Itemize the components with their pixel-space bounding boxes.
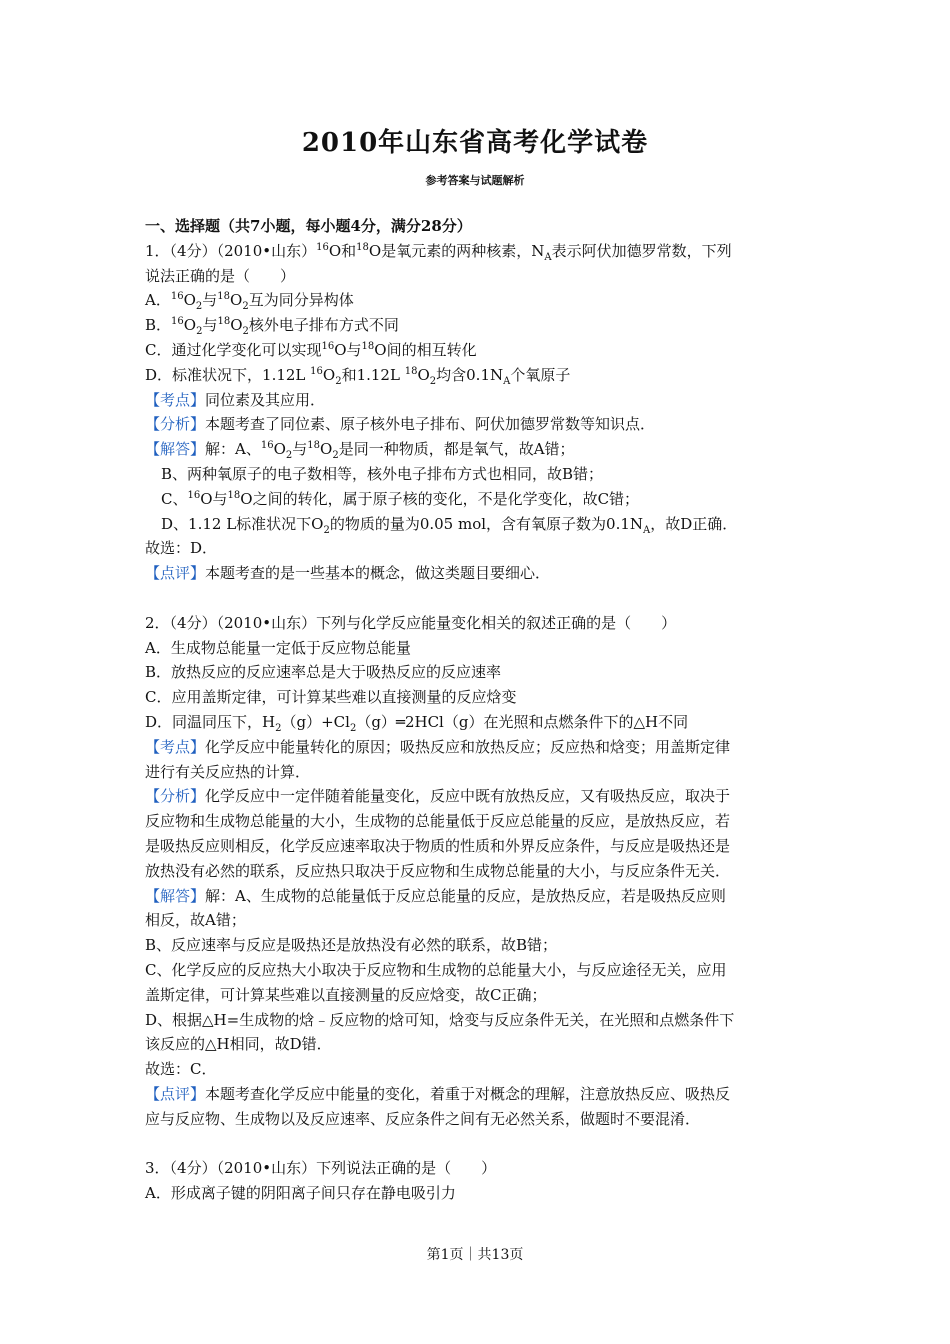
q2-dianping: 【点评】本题考查化学反应中能量的变化，着重于对概念的理解，注意放热反应、吸热反 xyxy=(145,1084,731,1103)
q1-kaodian: 【考点】同位素及其应用． xyxy=(145,390,326,409)
q2-jieda-7: 该反应的△H相同，故D错． xyxy=(145,1035,332,1054)
q2-dianping-2: 应与反应物、生成物以及反应速率、反应条件之间有无必然关系，做题时不要混淆． xyxy=(145,1109,701,1128)
q2-answer: 故选：C． xyxy=(145,1060,217,1079)
q1-option-a: A．$^{16}O_2$与$^{18}O_2$互为同分异构体 xyxy=(145,291,354,313)
q1-jieda-d: D、1.12 L标准状况下$O_2$的物质的量为0.05 mol，含有氧原子数为$0.1N_A$，故D正确． xyxy=(161,514,738,536)
q1-stem-line2: 说法正确的是（ ） xyxy=(145,266,296,285)
q2-option-c: C．应用盖斯定律，可计算某些难以直接测量的反应焓变 xyxy=(145,688,517,707)
q2-jieda-3: B、反应速率与反应是吸热还是放热没有必然的联系，故B错； xyxy=(145,936,558,955)
q2-jieda: 【解答】解：A、生成物的总能量低于反应总能量的反应，是放热反应，若是吸热反应则 xyxy=(145,886,726,905)
q1-option-c: C．通过化学变化可以实现$^{16}$O与$^{18}$O间的相互转化 xyxy=(145,340,477,359)
q3-stem: 3．（4分）（2010•山东）下列说法正确的是（ ） xyxy=(145,1159,497,1178)
spacer xyxy=(145,1131,805,1156)
page-footer: 第1页｜共13页 xyxy=(426,1247,524,1263)
q2-fenxi-2: 反应物和生成物总能量的大小，生成物的总能量低于反应总能量的反应，是放热反应，若 xyxy=(145,812,731,831)
q2-jieda-6: D、根据△H=生成物的焓﹣反应物的焓可知，焓变与反应条件无关，在光照和点燃条件下 xyxy=(145,1010,735,1029)
q2-kaodian-2: 进行有关反应热的计算． xyxy=(145,762,311,781)
q1-jieda-b: B、两种氧原子的电子数相等，核外电子排布方式也相同，故B错； xyxy=(161,464,604,483)
spacer xyxy=(145,586,805,611)
q2-fenxi-4: 放热没有必然的联系，反应热只取决于反应物和生成物总能量的大小，与反应条件无关． xyxy=(145,861,731,880)
q1-stem: 1．（4分）（2010•山东）$^{16}$O和$^{18}$O是氧元素的两种核素，$N_A$表示阿伏加德罗常数，下列 xyxy=(145,241,732,263)
page-subtitle: 参考答案与试题解析 xyxy=(425,174,525,187)
section-heading: 一、选择题（共7小题，每小题4分，满分28分） xyxy=(145,217,472,235)
q2-fenxi-3: 是吸热反应则相反，化学反应速率取决于物质的性质和外界反应条件，与反应是吸热还是 xyxy=(145,836,731,855)
q2-option-b: B．放热反应的反应速率总是大于吸热反应的反应速率 xyxy=(145,663,502,682)
q1-option-b: B．$^{16}O_2$与$^{18}O_2$核外电子排布方式不同 xyxy=(145,316,399,338)
q1-fenxi: 【分析】本题考查了同位素、原子核外电子排布、阿伏加德罗常数等知识点． xyxy=(145,415,656,434)
q2-jieda-5: 盖斯定律，可计算某些难以直接测量的反应焓变，故C正确； xyxy=(145,985,547,1004)
q1-dianping: 【点评】本题考查的是一些基本的概念，做这类题目要细心． xyxy=(145,564,551,583)
q3-option-a: A．形成离子键的阴阳离子间只存在静电吸引力 xyxy=(145,1184,456,1203)
q2-option-d: D．同温同压下，$H_2(g)+Cl_2(g)═2HCl(g)$在光照和点燃条件下的△H不同 xyxy=(145,712,689,734)
q1-jieda: 【解答】解：A、$^{16}O_2$与$^{18}O_2$是同一种物质，都是氧气，故A错； xyxy=(145,440,575,462)
q2-jieda-2: 相反，故A错； xyxy=(145,911,246,930)
q2-jieda-4: C、化学反应的反应热大小取决于反应物和生成物的总能量大小，与反应途径无关，应用 xyxy=(145,960,727,979)
page-title: 2010年山东省高考化学试卷 xyxy=(301,128,649,158)
q2-stem: 2．（4分）（2010•山东）下列与化学反应能量变化相关的叙述正确的是（ ） xyxy=(145,613,677,632)
q1-answer: 故选：D． xyxy=(145,539,218,558)
q2-option-a: A．生成物总能量一定低于反应物总能量 xyxy=(145,638,411,657)
q1-option-d: D．标准状况下，1.12L $^{16}O_2$和1.12L $^{18}O_2$均含$0.1N_A$个氧原子 xyxy=(145,365,571,387)
q1-jieda-c: C、$^{16}$O与$^{18}$O之间的转化，属于原子核的变化，不是化学变化，故C错； xyxy=(161,489,640,508)
q2-fenxi: 【分析】化学反应中一定伴随着能量变化，反应中既有放热反应，又有吸热反应，取决于 xyxy=(145,787,731,806)
document-body xyxy=(145,214,805,1206)
q2-kaodian: 【考点】化学反应中能量转化的原因；吸热反应和放热反应；反应热和焓变；用盖斯定律 xyxy=(145,737,731,756)
